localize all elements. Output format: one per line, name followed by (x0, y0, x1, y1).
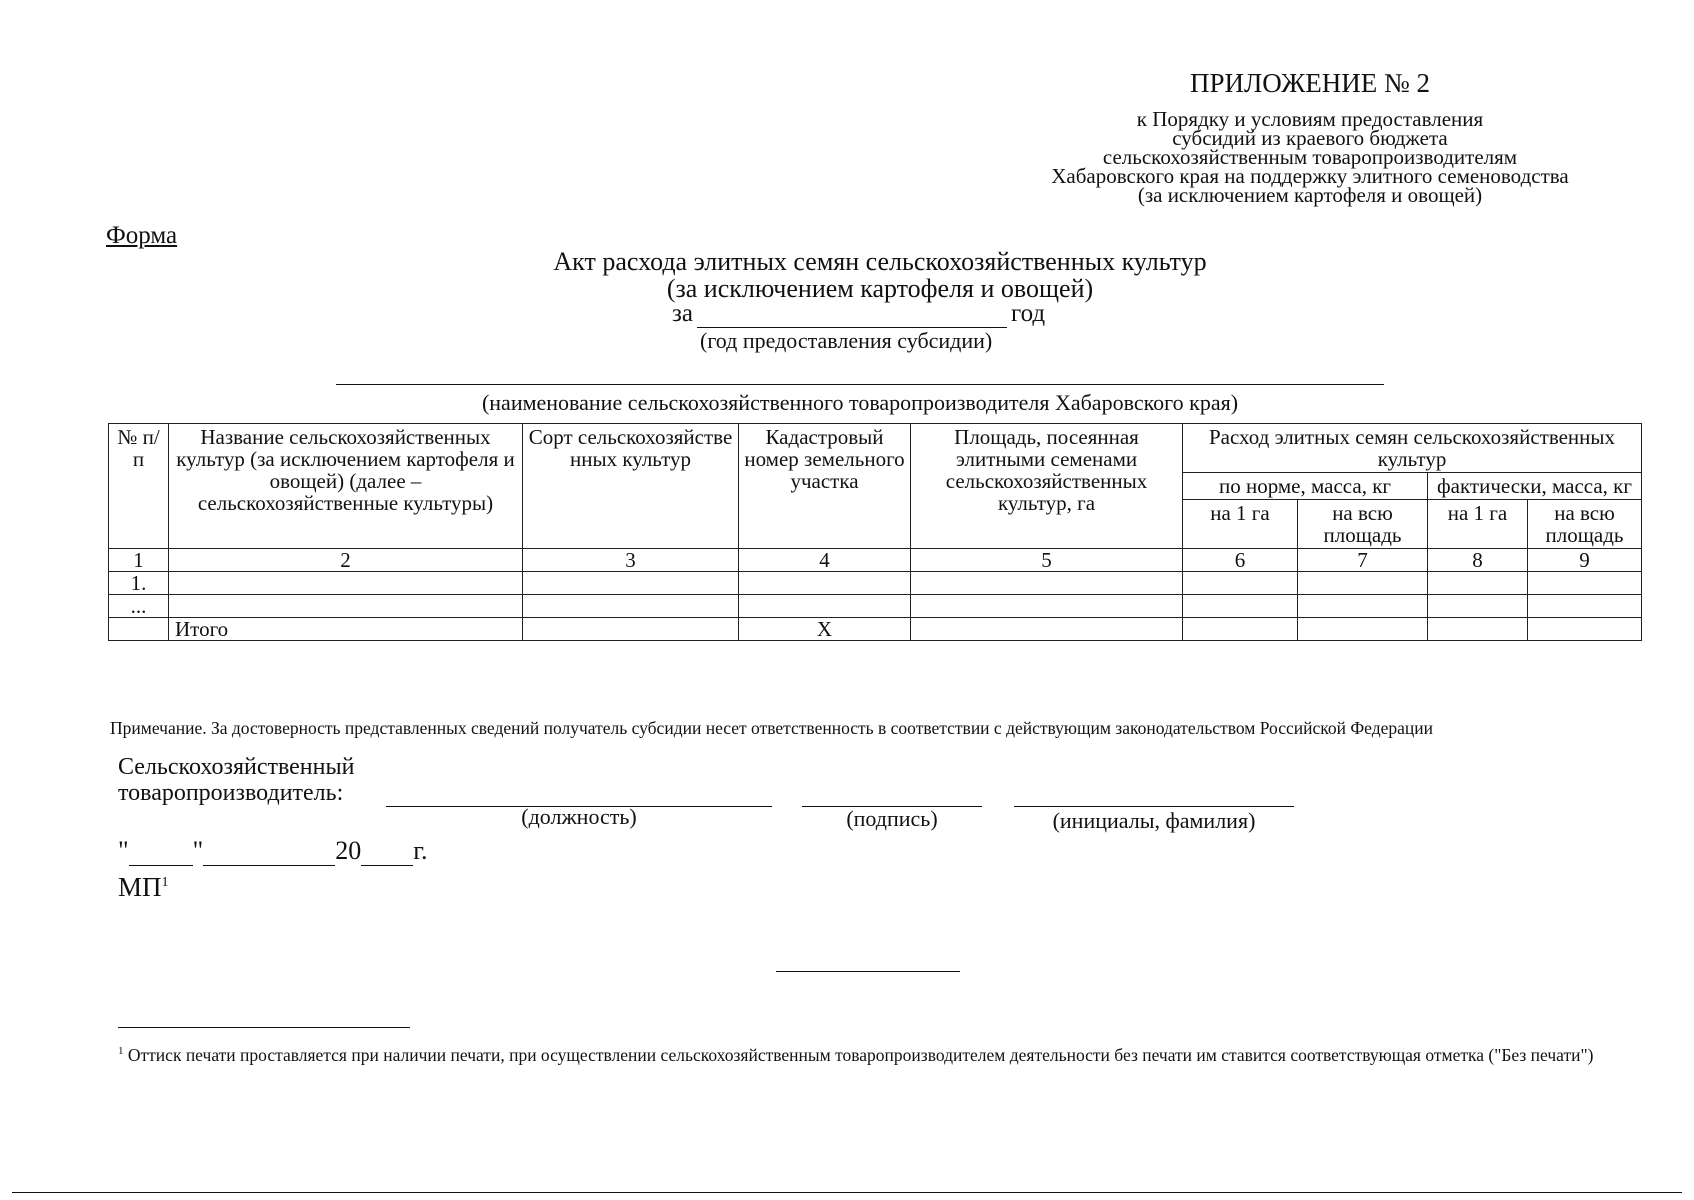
appendix-subtitle (1000, 107, 1620, 207)
year-short-field[interactable] (361, 843, 413, 866)
column-number: 9 (1528, 549, 1642, 572)
producer-name-field[interactable] (336, 384, 1384, 385)
day-field[interactable] (129, 843, 193, 866)
table-cell[interactable] (1428, 595, 1528, 618)
table-cell[interactable] (739, 572, 911, 595)
header-norm-total: на всю площадь (1298, 500, 1428, 549)
separator-line (776, 971, 960, 972)
appendix-subtitle-line: (за исключением картофеля и овощей) (1137, 183, 1483, 207)
seal-text: МП (118, 872, 162, 902)
date-century: 20 (335, 836, 362, 865)
year-caption: (год предоставления субсидии) (700, 328, 993, 353)
table-cell[interactable] (1428, 572, 1528, 595)
column-number: 3 (523, 549, 739, 572)
table-cell[interactable] (1428, 618, 1528, 641)
column-number: 8 (1428, 549, 1528, 572)
row-number: ... (109, 595, 169, 618)
header-consumption: Расход элитных семян сельскохозяйственных культур (1183, 424, 1642, 473)
column-number: 7 (1298, 549, 1428, 572)
footnote-text: Оттиск печати проставляется при наличии печати, при осуществлении сельскохозяйственным товаропроизводителем деятельности без печати им ставится соответствующая отметка ("Без печати") (127, 1044, 1594, 1065)
appendix-subtitle-line: Хабаровского края на поддержку элитного семеноводства (1051, 164, 1569, 188)
appendix-subtitle-line: сельскохозяйственным товаропроизводителям (1102, 145, 1518, 169)
signer-label-line: Сельскохозяйственный (118, 754, 355, 780)
position-caption: (должность) (521, 804, 637, 829)
table-cell[interactable] (523, 595, 739, 618)
column-number: 1 (109, 549, 169, 572)
table-total-row (109, 618, 1642, 641)
year-prefix: за (672, 300, 693, 327)
table-cell[interactable] (523, 618, 739, 641)
note-text: Примечание. За достоверность представленных сведений получатель субсидии несет ответственность в соответствии с действующим законодательством Российской Федерации (110, 718, 1433, 738)
seed-consumption-table (108, 423, 1642, 641)
table-cell[interactable] (523, 572, 739, 595)
form-label: Форма (106, 222, 178, 249)
header-actual: фактически, масса, кг (1428, 473, 1642, 500)
date-quote-open: " (118, 836, 129, 865)
date-row (118, 836, 427, 866)
header-cadastral: Кадастровый номер земельного участка (739, 424, 911, 549)
table-row (109, 595, 1642, 618)
signer-label-line: товаропроизводитель: (118, 780, 344, 806)
header-num: № п/п (109, 424, 169, 549)
header-norm: по норме, масса, кг (1183, 473, 1428, 500)
appendix-subtitle-line: субсидий из краевого бюджета (1172, 126, 1448, 150)
act-title (500, 248, 1260, 302)
footnote-separator (118, 1027, 410, 1028)
signature-caption: (подпись) (846, 806, 938, 831)
table-cell[interactable] (1298, 572, 1428, 595)
table-cell[interactable] (1528, 618, 1642, 641)
header-variety: Сорт сельскохозяйстве нных культур (523, 424, 739, 549)
initials-caption: (инициалы, фамилия) (1052, 808, 1256, 833)
table-cell[interactable] (1183, 618, 1298, 641)
table-cell[interactable] (1528, 572, 1642, 595)
year-blank-field[interactable] (697, 305, 1007, 328)
month-field[interactable] (203, 843, 335, 866)
table-header-row (109, 424, 1642, 473)
header-actual-per-ha: на 1 га (1428, 500, 1528, 549)
table-cell[interactable] (1183, 572, 1298, 595)
table-cell[interactable] (1183, 595, 1298, 618)
column-number: 5 (911, 549, 1183, 572)
date-quote-close: " (192, 836, 204, 865)
table-cell[interactable] (911, 595, 1183, 618)
footnote-ref: 1 (118, 1045, 124, 1057)
column-number-row (109, 549, 1642, 572)
act-title-line: Акт расхода элитных семян сельскохозяйственных культур (553, 247, 1207, 276)
table-cell[interactable] (169, 572, 523, 595)
initials-field[interactable] (1014, 806, 1294, 807)
producer-caption: (наименование сельскохозяйственного товаропроизводителя Хабаровского края) (481, 390, 1239, 415)
table-cell[interactable] (739, 595, 911, 618)
table-cell[interactable] (911, 572, 1183, 595)
year-row (672, 300, 1045, 328)
row-number (109, 618, 169, 641)
footnote (118, 1040, 1618, 1066)
table-cell[interactable] (169, 595, 523, 618)
table-cell[interactable] (1298, 595, 1428, 618)
column-number: 6 (1183, 549, 1298, 572)
row-number: 1. (109, 572, 169, 595)
appendix-subtitle-line: к Порядку и условиям предоставления (1136, 107, 1484, 131)
act-title-line: (за исключением картофеля и овощей) (666, 274, 1094, 303)
header-norm-per-ha: на 1 га (1183, 500, 1298, 549)
seal-footnote-ref: 1 (161, 875, 169, 890)
column-number: 4 (739, 549, 911, 572)
header-crop: Название сельскохозяйственных культур (за исключением картофеля и овощей) (далее – сельскохозяйственные культуры) (169, 424, 523, 549)
header-actual-total: на всю площадь (1528, 500, 1642, 549)
total-label: Итого (169, 618, 523, 641)
year-suffix: год (1010, 300, 1046, 327)
not-applicable-mark: X (739, 618, 911, 641)
table-cell[interactable] (911, 618, 1183, 641)
column-number: 2 (169, 549, 523, 572)
page-edge-line (12, 1192, 1682, 1193)
header-area: Площадь, посеянная элитными семенами сельскохозяйственных культур, га (911, 424, 1183, 549)
table-row (109, 572, 1642, 595)
table-cell[interactable] (1528, 595, 1642, 618)
seal-label (118, 872, 169, 903)
date-suffix: г. (413, 836, 428, 865)
signer-label (118, 754, 354, 806)
appendix-title: ПРИЛОЖЕНИЕ № 2 (1189, 68, 1431, 98)
table-cell[interactable] (1298, 618, 1428, 641)
